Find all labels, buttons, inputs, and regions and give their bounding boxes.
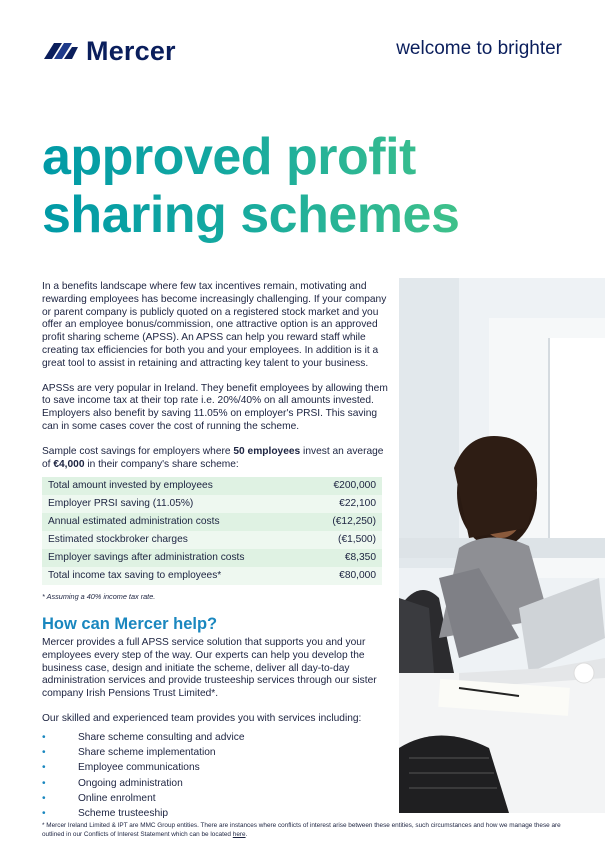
row-label: Estimated stockbroker charges <box>42 531 310 549</box>
table-row <box>42 495 382 513</box>
main-content <box>42 281 388 824</box>
mercer-logo <box>42 36 176 67</box>
list-item: • Scheme trusteeship <box>42 808 169 820</box>
row-value: (€1,500) <box>310 531 382 549</box>
row-label: Total income tax saving to employees* <box>42 567 310 585</box>
woman-at-laptop-illustration <box>399 278 605 813</box>
row-value: €200,000 <box>310 477 382 495</box>
row-label: Annual estimated administration costs <box>42 513 310 531</box>
intro-paragraph-2: APSSs are very popular in Ireland. They benefit employees by allowing them to save income tax at their top rate i.e. 20%/40% on all amounts invested. Employers also benefit by saving 11.05% on employer's PRSI. This saving can in some cases cover the cost of running the scheme. <box>42 382 388 432</box>
list-item: • Share scheme consulting and advice <box>42 731 245 743</box>
bullet-icon: • <box>42 777 46 789</box>
table-row <box>42 531 382 549</box>
row-value: (€12,250) <box>310 513 382 531</box>
row-label: Total amount invested by employees <box>42 477 310 495</box>
bullet-icon: • <box>42 808 46 820</box>
disclaimer: * Mercer Ireland Limited & IPT are MMC Group entities. There are instances where conflicts of interest arise between these entities, such circumstances and how we manage these are outlined in our Conflicts of Interest Statement which can be located here. <box>42 822 561 838</box>
page-title <box>42 128 459 244</box>
row-label: Employer savings after administration costs <box>42 549 310 567</box>
bullet-icon: • <box>42 747 46 759</box>
mercer-logo-icon <box>42 37 80 67</box>
tagline: welcome to brighter <box>396 38 562 59</box>
table-row <box>42 513 382 531</box>
bullet-icon: • <box>42 762 46 774</box>
services-list <box>42 732 388 824</box>
table-row <box>42 477 382 495</box>
row-value: €80,000 <box>310 567 382 585</box>
bullet-icon: • <box>42 792 46 804</box>
table-footnote: * Assuming a 40% income tax rate. <box>42 592 156 602</box>
row-value: €22,100 <box>310 495 382 513</box>
logo-text: Mercer <box>86 36 176 66</box>
list-item: • Share scheme implementation <box>42 747 216 759</box>
sample-intro: Sample cost savings for employers where 50 employees invest an average of €4,000 in their company's share scheme: <box>42 445 384 470</box>
employee-count: 50 employees <box>233 445 301 457</box>
list-item: • Online enrolment <box>42 792 156 804</box>
help-heading: How can Mercer help? <box>42 615 218 634</box>
row-value: €8,350 <box>310 549 382 567</box>
row-label: Employer PRSI saving (11.05%) <box>42 495 310 513</box>
table-row <box>42 567 382 585</box>
title-line-1: approved profit <box>42 128 416 186</box>
help-paragraph-2: Our skilled and experienced team provides you with services including: <box>42 712 362 724</box>
list-item: • Employee communications <box>42 762 200 774</box>
disclaimer-link[interactable]: here <box>232 830 246 838</box>
list-item: • Ongoing administration <box>42 777 183 789</box>
title-line-2: sharing schemes <box>42 186 460 244</box>
hero-photo <box>399 278 605 813</box>
table-row <box>42 549 382 567</box>
intro-paragraph-1: In a benefits landscape where few tax incentives remain, motivating and rewarding employees has become increasingly challenging. If your company or parent company is publicly quoted on a registered stock market and you offer an employee bonus/commission, one attractive option is an approved profit sharing scheme (APSS). An APSS can help you reward staff while creating tax efficiencies for both you and your employees. In addition is it a great tool to assist in retaining and attracting key talent to your business. <box>42 281 387 369</box>
bullet-icon: • <box>42 731 46 743</box>
savings-table <box>42 477 382 585</box>
average-investment: €4,000 <box>53 458 85 470</box>
help-paragraph-1: Mercer provides a full APSS service solution that supports you and your employees every step of the way. Our experts can help you develop the business case, design and initiate the scheme, deliver all day-to-day administration services and provide trusteeship services through our sister company Irish Pensions Trust Limited*. <box>42 636 377 700</box>
